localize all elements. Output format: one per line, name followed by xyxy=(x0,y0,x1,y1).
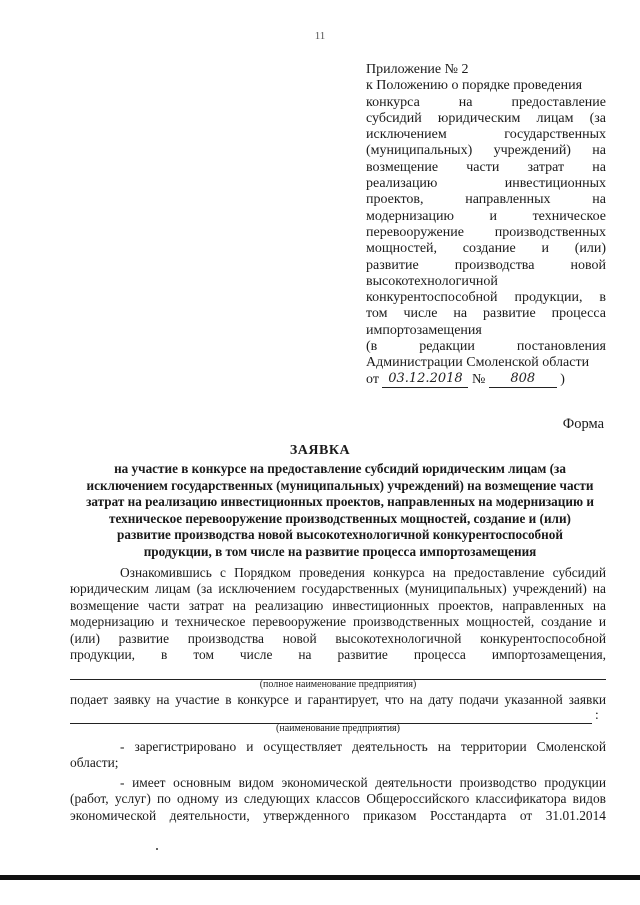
list-item-registered xyxy=(70,739,606,772)
appendix-line: развитие производства новой xyxy=(366,257,606,273)
subtitle-line: затрат на реализацию инвестиционных проектов, направленных на модернизацию и xyxy=(86,494,594,509)
handwritten-number: 808 xyxy=(489,371,557,388)
document-subtitle xyxy=(70,461,610,560)
appendix-line: конкурса на предоставление xyxy=(366,94,606,110)
appendix-line: возмещение части затрат на xyxy=(366,159,606,175)
item-line: экономической деятельности, утвержденного приказом Росстандарта от 31.01.2014 xyxy=(70,807,606,823)
appendix-line: проектов, направленных на xyxy=(366,192,606,208)
from-prefix: от xyxy=(366,371,379,387)
bottom-scan-border xyxy=(0,875,640,880)
appendix-line: высокотехнологичной xyxy=(366,273,498,289)
appendix-block xyxy=(366,62,606,389)
subtitle-line: на участие в конкурсе на предоставление субсидий юридическим лицам (за xyxy=(114,461,566,476)
subtitle-line: продукции, в том числе на развитие процесса импортозамещения xyxy=(143,543,537,559)
intro-paragraph xyxy=(70,565,606,663)
form-label: Форма xyxy=(562,416,604,432)
appendix-line: перевооружение производственных xyxy=(366,224,606,240)
close-paren: ) xyxy=(560,371,565,387)
subtitle-line: развитие производства новой высокотехнологичной конкурентоспособной xyxy=(117,527,563,542)
edition-line: Администрации Смоленской области xyxy=(366,355,590,371)
item-line: (работ, услуг) по одному из следующих классов Общероссийского классификатора видов xyxy=(70,791,606,807)
appendix-line: реализацию инвестиционных xyxy=(366,176,606,192)
appendix-line: модернизацию и техническое xyxy=(366,208,606,224)
appendix-line: импортозамещения xyxy=(366,322,482,338)
submits-line-block xyxy=(70,692,606,708)
appendix-line: к Положению о порядке проведения xyxy=(366,78,583,94)
item-line: - имеет основным видом экономической деятельности производство продукции xyxy=(120,775,606,790)
intro-line: возмещение части затрат на реализацию инвестиционных проектов, направленных на xyxy=(70,597,606,613)
appendix-line: субсидий юридическим лицам (за xyxy=(366,110,606,126)
item-line: области; xyxy=(70,755,119,771)
appendix-line: конкурентоспособной продукции, в xyxy=(366,290,606,306)
item-line: - зарегистрировано и осуществляет деятельность на территории Смоленской xyxy=(120,739,606,754)
subtitle-line: техническое перевооружение производственных мощностей, создание и (или) xyxy=(109,510,571,526)
appendix-heading: Приложение № 2 xyxy=(366,62,469,77)
edition-line: (в редакции постановления xyxy=(366,339,606,355)
intro-line: модернизацию и техническое перевооружение производственных мощностей, создание и xyxy=(70,614,606,630)
intro-line: продукции, в том числе на развитие процесса импортозамещения, xyxy=(70,647,606,663)
page-number: 11 xyxy=(314,30,326,42)
full-name-caption: (полное наименование предприятия) xyxy=(259,679,417,690)
subtitle-line: исключением государственных (муниципальных) учреждений) на возмещение части xyxy=(86,477,594,493)
handwritten-date: 03.12.2018 xyxy=(382,371,468,388)
document-title: ЗАЯВКА xyxy=(289,443,351,458)
intro-line: (или) развитие производства новой высокотехнологичной конкурентоспособной xyxy=(70,630,606,646)
colon: : xyxy=(595,707,599,722)
name-caption: (наименование предприятия) xyxy=(276,723,400,734)
scan-speck xyxy=(156,848,158,850)
submits-line: подает заявку на участие в конкурсе и гарантирует, что на дату подачи указанной заявки xyxy=(70,692,606,707)
appendix-line: (муниципальных) учреждений) на xyxy=(366,143,606,159)
intro-line: Ознакомившись с Порядком проведения конкурса на предоставление субсидий xyxy=(120,565,606,580)
number-sign: № xyxy=(471,371,486,387)
decree-date-line xyxy=(366,372,606,389)
appendix-line: исключением государственных xyxy=(366,127,606,143)
appendix-line: том числе на развитие процесса xyxy=(366,306,606,322)
list-item-activity xyxy=(70,775,606,824)
intro-line: юридическим лицам (за исключением государственных (муниципальных) учреждений) на xyxy=(70,581,606,597)
appendix-line: мощностей, создание и (или) xyxy=(366,241,606,257)
